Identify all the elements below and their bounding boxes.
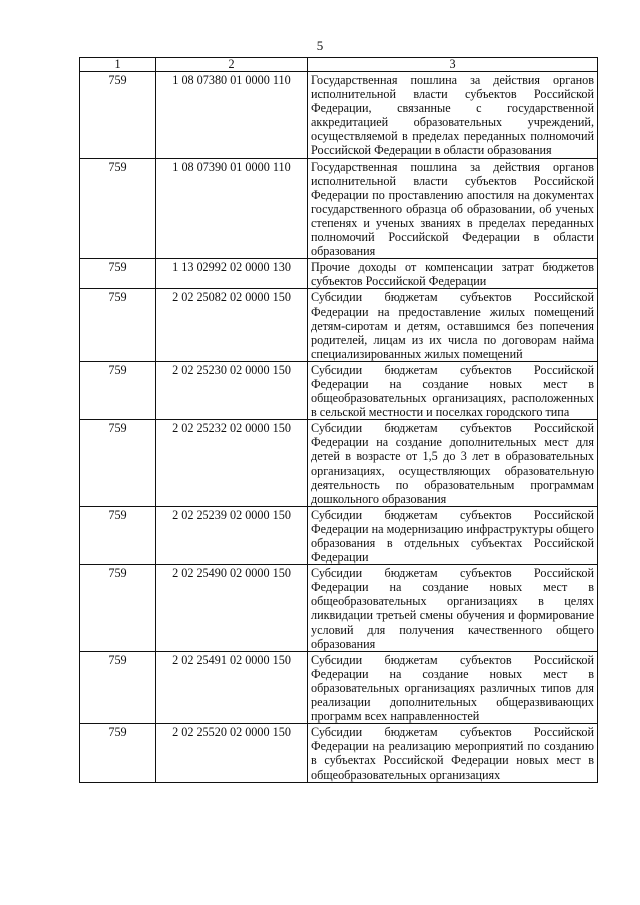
column-header-1: 1	[80, 58, 156, 72]
admin-code-cell: 759	[80, 724, 156, 782]
revenue-name-cell: Субсидии бюджетам субъектов Российской Федерации на модернизацию инфраструктуры общего образования в отдельных субъектах Российской Федерации	[308, 506, 598, 564]
budget-revenue-table	[79, 57, 598, 783]
revenue-name-cell: Субсидии бюджетам субъектов Российской Федерации на предоставление жилых помещений детям-сиротам и детям, оставшимся без попечения родителей, лицам из их числа по договорам найма специализированных жилых помещений	[308, 289, 598, 361]
table-header-row	[80, 58, 598, 72]
revenue-name-cell: Субсидии бюджетам субъектов Российской Федерации на создание новых мест в общеобразовательных организациях, расположенных в сельской местности и поселках городского типа	[308, 361, 598, 419]
table-row	[80, 724, 598, 782]
admin-code-cell: 759	[80, 259, 156, 289]
admin-code-cell: 759	[80, 420, 156, 507]
table-row	[80, 420, 598, 507]
revenue-name-cell: Субсидии бюджетам субъектов Российской Федерации на создание новых мест в образовательных организациях различных типов для реализации дополнительных общеразвивающих программ всех направленностей	[308, 651, 598, 723]
admin-code-cell: 759	[80, 361, 156, 419]
table-row	[80, 565, 598, 652]
table-row	[80, 651, 598, 723]
budget-code-cell: 1 08 07390 01 0000 110	[156, 158, 308, 259]
page-number: 5	[316, 38, 324, 53]
admin-code-cell: 759	[80, 158, 156, 259]
revenue-name-cell: Субсидии бюджетам субъектов Российской Федерации на реализацию мероприятий по созданию в субъектах Российской Федерации новых мест в общеобразовательных организациях	[308, 724, 598, 782]
table-row	[80, 259, 598, 289]
table-row	[80, 72, 598, 159]
column-header-3: 3	[308, 58, 598, 72]
table-row	[80, 158, 598, 259]
budget-code-cell: 2 02 25490 02 0000 150	[156, 565, 308, 652]
table-row	[80, 289, 598, 361]
budget-code-cell: 1 08 07380 01 0000 110	[156, 72, 308, 159]
admin-code-cell: 759	[80, 289, 156, 361]
budget-code-cell: 2 02 25082 02 0000 150	[156, 289, 308, 361]
admin-code-cell: 759	[80, 72, 156, 159]
revenue-name-cell: Субсидии бюджетам субъектов Российской Федерации на создание новых мест в общеобразовательных организациях в целях ликвидации третьей смены обучения и формирование условий для получения качественного общего образования	[308, 565, 598, 652]
table-row	[80, 506, 598, 564]
admin-code-cell: 759	[80, 565, 156, 652]
budget-code-cell: 2 02 25520 02 0000 150	[156, 724, 308, 782]
budget-code-cell: 2 02 25232 02 0000 150	[156, 420, 308, 507]
revenue-name-cell: Государственная пошлина за действия органов исполнительной власти субъектов Российской Федерации, связанные с государственной аккредитацией образовательных учреждений, осуществляемой в пределах переданных полномочий Российской Федерации в области образования	[308, 72, 598, 159]
revenue-name-cell: Прочие доходы от компенсации затрат бюджетов субъектов Российской Федерации	[308, 259, 598, 289]
admin-code-cell: 759	[80, 506, 156, 564]
budget-code-cell: 2 02 25239 02 0000 150	[156, 506, 308, 564]
budget-code-cell: 2 02 25491 02 0000 150	[156, 651, 308, 723]
column-header-2: 2	[156, 58, 308, 72]
table-row	[80, 361, 598, 419]
budget-code-cell: 2 02 25230 02 0000 150	[156, 361, 308, 419]
revenue-name-cell: Государственная пошлина за действия органов исполнительной власти субъектов Российской Федерации по проставлению апостиля на документах государственного образца об образовании, об ученых степенях и ученых званиях в пределах переданных полномочий Российской Федерации в области образования	[308, 158, 598, 259]
admin-code-cell: 759	[80, 651, 156, 723]
budget-code-cell: 1 13 02992 02 0000 130	[156, 259, 308, 289]
revenue-name-cell: Субсидии бюджетам субъектов Российской Федерации на создание дополнительных мест для детей в возрасте от 1,5 до 3 лет в образовательных организациях, осуществляющих образовательную деятельность по образовательным программам дошкольного образования	[308, 420, 598, 507]
